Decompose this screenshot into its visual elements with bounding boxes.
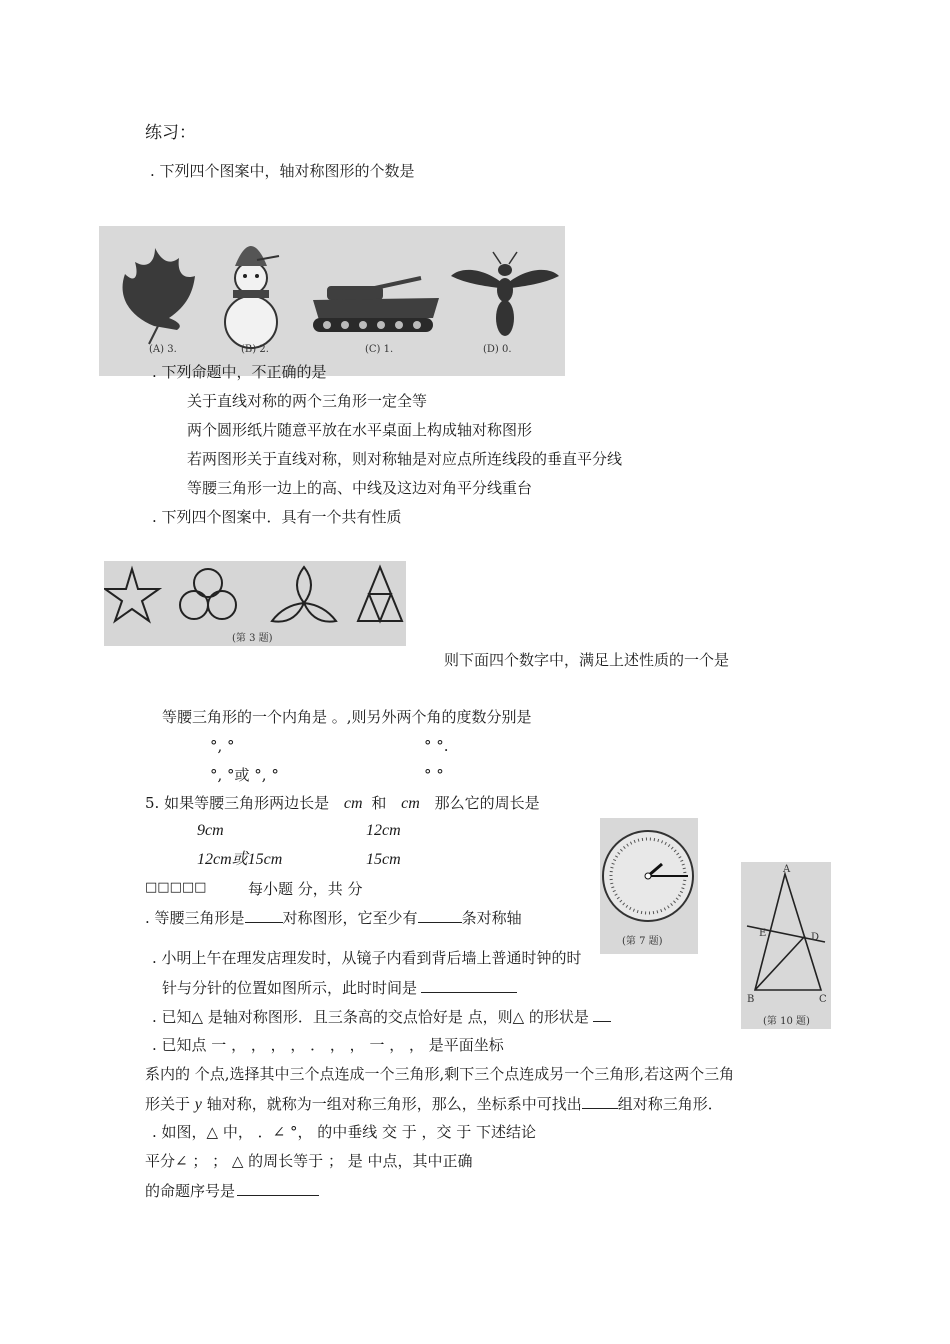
answer-blank[interactable]	[593, 1007, 611, 1022]
question-5-option-b: 12cm	[366, 822, 401, 839]
question-3-text: . 下列四个图案中．具有一个共有性质	[152, 508, 402, 526]
question-10-line-2: 平分∠ ； ； △ 的周长等于 ； 是 中点，其中正确	[145, 1152, 473, 1170]
question-5-option-d: 15cm	[366, 851, 401, 868]
question-7-caption: (第 7 题)	[622, 936, 663, 947]
question-4-option-d: ° °	[424, 766, 444, 784]
question-5-option-a: 9cm	[197, 822, 224, 839]
question-2-option-b: 两个圆形纸片随意平放在水平桌面上构成轴对称图形	[187, 421, 533, 439]
answer-blank[interactable]	[582, 1094, 618, 1109]
answer-blank[interactable]	[421, 978, 517, 993]
vertex-a-label: A	[783, 864, 791, 875]
question-7-line-2	[162, 978, 517, 997]
option-a-label: (A) 3.	[149, 344, 177, 355]
page-heading: 练习：	[145, 123, 196, 143]
question-3-follow: 则下面四个数字中，满足上述性质的一个是	[444, 651, 730, 669]
question-7-line-1: . 小明上午在理发店理发时，从镜子内看到背后墙上普通时钟的时	[152, 949, 582, 967]
question-6-text-3: 条对称轴	[461, 909, 522, 927]
question-7-figure	[600, 818, 698, 954]
point-e-label: E	[759, 928, 767, 939]
question-6-line	[145, 908, 522, 927]
question-8-text: . 已知△ 是轴对称图形．且三条高的交点恰好是 点，则△ 的形状是	[152, 1008, 589, 1026]
clock-icon	[603, 831, 693, 921]
question-9-text-2: 轴对称，就称为一组对称三角形，那么，坐标系中可找出	[206, 1095, 582, 1113]
answer-blank[interactable]	[237, 1181, 319, 1196]
question-9-text-1: 形关于	[145, 1095, 191, 1113]
question-9-text-3: 组对称三角形．	[617, 1095, 723, 1113]
question-3-figure	[104, 561, 406, 646]
question-4-option-c: °, °或 °, °	[210, 766, 279, 784]
option-b-label: (B) 2.	[241, 344, 269, 355]
section-2-text: 每小题 分，共 分	[248, 880, 363, 898]
question-9-line-2: 系内的 个点,选择其中三个点连成一个三角形,剩下三个点连成另一个三角形,若这两个三角	[145, 1065, 735, 1083]
question-5-number: 5.	[145, 794, 160, 812]
question-7-text: 针与分针的位置如图所示，此时时间是	[162, 979, 418, 997]
question-5-text-3: 那么它的周长是	[434, 794, 540, 812]
question-10-caption: (第 10 题)	[763, 1016, 810, 1027]
section-2-mark: □□□□□	[145, 880, 207, 895]
point-d-label: D	[811, 932, 820, 943]
question-5-line	[145, 794, 540, 813]
question-6-text-2: 对称图形，它至少有	[282, 909, 418, 927]
question-5-unit-1: cm	[343, 795, 363, 812]
question-9-axis-y: y	[194, 1096, 202, 1113]
question-5-unit-2: cm	[401, 795, 420, 812]
question-2-option-c: 若两图形关于直线对称，则对称轴是对应点所连线段的垂直平分线	[187, 450, 623, 468]
option-c-label: (C) 1.	[365, 344, 394, 355]
question-4-option-b: ° °.	[424, 737, 449, 755]
answer-blank[interactable]	[418, 908, 462, 923]
question-10-text: 的命题序号是	[145, 1182, 236, 1200]
option-d-label: (D) 0.	[483, 344, 512, 355]
question-5-text-2: 和	[371, 794, 387, 812]
vertex-b-label: B	[747, 994, 755, 1005]
question-10-line-3	[145, 1181, 319, 1200]
question-6-text-1: . 等腰三角形是	[145, 909, 245, 927]
question-1-text: . 下列四个图案中，轴对称图形的个数是	[150, 162, 415, 180]
question-2-option-d: 等腰三角形一边上的高、中线及这边对角平分线重台	[187, 479, 533, 497]
question-2-text: . 下列命题中，不正确的是	[152, 363, 327, 381]
question-10-figure	[741, 862, 831, 1029]
question-9-line-1: . 已知点 一 ， ， ， ， ． ， ， 一 ， ， 是平面坐标	[152, 1036, 504, 1054]
question-5-option-c: 12cm或15cm	[197, 851, 283, 868]
question-1-figure	[99, 226, 565, 376]
question-4-text: 等腰三角形的一个内角是 。,则另外两个角的度数分别是	[162, 708, 532, 726]
question-9-line-3	[145, 1094, 723, 1114]
answer-blank[interactable]	[245, 908, 283, 923]
question-8-line	[152, 1007, 611, 1026]
question-4-option-a: °, °	[210, 737, 235, 755]
question-5-text-1: 如果等腰三角形两边长是	[164, 794, 330, 812]
question-3-caption: (第 3 题)	[232, 633, 273, 644]
question-10-line-1: . 如图，△ 中， ．∠ °， 的中垂线 交 于 ，交 于 下述结论	[152, 1123, 537, 1141]
vertex-c-label: C	[819, 994, 827, 1005]
question-2-option-a: 关于直线对称的两个三角形一定全等	[187, 392, 428, 410]
